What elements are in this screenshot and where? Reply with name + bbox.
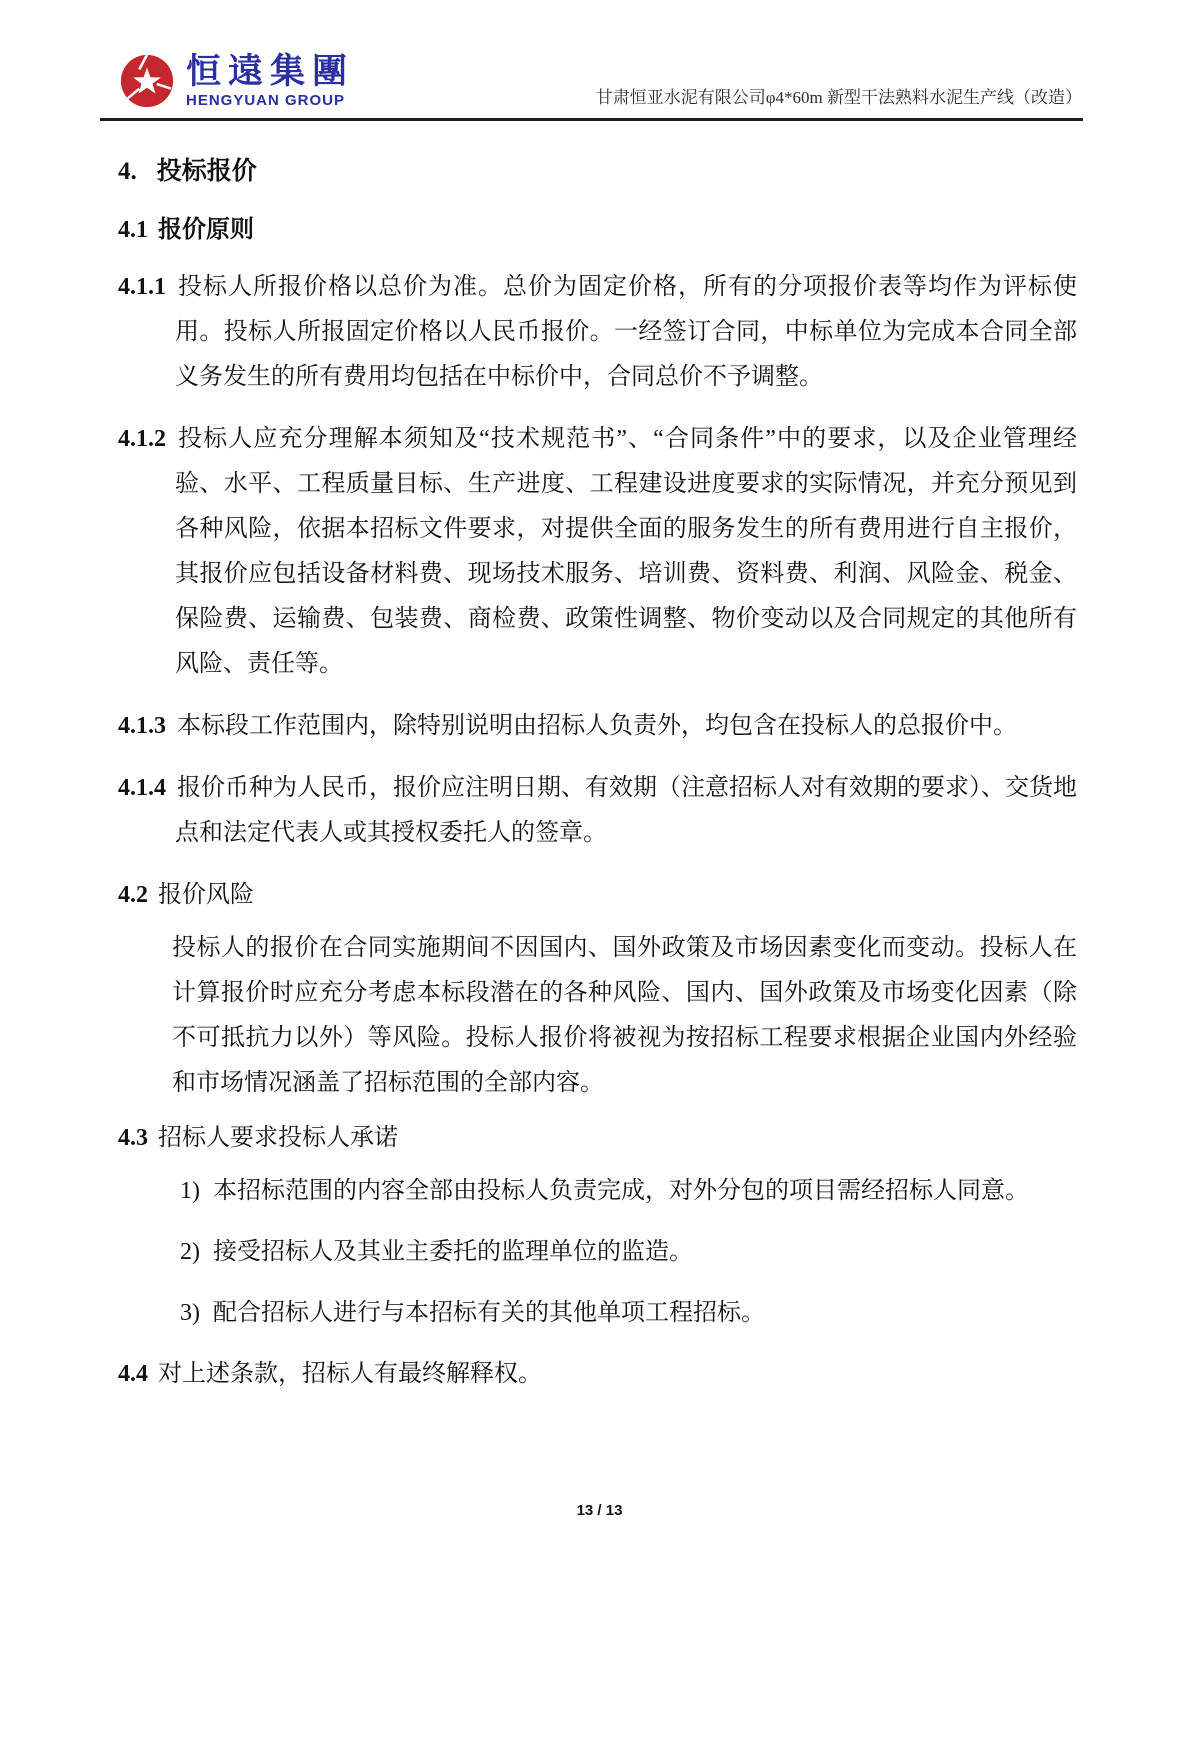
section-4-2-body: 投标人的报价在合同实施期间不因国内、国外政策及市场因素变化而变动。投标人在计算报价时应充分考虑本标段潜在的各种风险、国内、国外政策及市场变化因素（除不可抵抗力以外）等风险。投标人报价将被视为按招标工程要求根据企业国内外经验和市场情况涵盖了招标范围的全部内容。	[172, 935, 1077, 1096]
page-number: 13 / 13	[576, 1502, 623, 1519]
section-heading-4-1	[118, 208, 1077, 253]
project-title: 甘肃恒亚水泥有限公司φ4*60m 新型干法熟料水泥生产线（改造）	[595, 88, 1082, 107]
clause-4-1-1	[118, 265, 1077, 400]
logo-text	[186, 54, 354, 108]
logo-chinese-name: 恒遠集團	[186, 52, 355, 91]
clause-4-1-4	[118, 766, 1077, 856]
section-number: 4.	[118, 158, 137, 185]
list-item-text: 配合招标人进行与本招标有关的其他单项工程招标。	[213, 1300, 765, 1326]
logo-english-name: HENGYUAN GROUP	[186, 92, 346, 109]
page-footer	[0, 1502, 1199, 1519]
section-heading-4-2	[118, 873, 1077, 918]
list-item-marker: 3)	[180, 1300, 200, 1326]
list-item-text: 本招标范围的内容全部由投标人负责完成，对外分包的项目需经招标人同意。	[213, 1178, 1029, 1204]
clause-text: 本标段工作范围内，除特别说明由招标人负责外，均包含在投标人的总报价中。	[177, 713, 1017, 739]
clause-number: 4.1.3	[118, 713, 166, 739]
company-logo	[118, 52, 354, 110]
section-number: 4.4	[118, 1361, 148, 1387]
list-item	[118, 1230, 1077, 1275]
list-item	[118, 1169, 1077, 1214]
list-item	[118, 1291, 1077, 1336]
clause-4-1-3	[118, 704, 1077, 749]
clause-text: 投标人所报价格以总价为准。总价为固定价格，所有的分项报价表等均作为评标使用。投标人所报固定价格以人民币报价。一经签订合同，中标单位为完成本合同全部义务发生的所有费用均包括在中标价中，合同总价不予调整。	[175, 274, 1077, 390]
section-heading-4-3	[118, 1116, 1077, 1161]
section-number: 4.3	[118, 1125, 148, 1151]
clause-text: 投标人应充分理解本须知及“技术规范书”、“合同条件”中的要求，以及企业管理经验、水平、工程质量目标、生产进度、工程建设进度要求的实际情况，并充分预见到各种风险，依据本招标文件要求，对提供全面的服务发生的所有费用进行自主报价，其报价应包括设备材料费、现场技术服务、培训费、资料费、利润、风险金、税金、保险费、运输费、包装费、商检费、政策性调整、物价变动以及合同规定的其他所有风险、责任等。	[175, 426, 1077, 677]
section-number: 4.1	[118, 217, 148, 243]
clause-text: 报价币种为人民币，报价应注明日期、有效期（注意招标人对有效期的要求）、交货地点和法定代表人或其授权委托人的签章。	[175, 775, 1077, 846]
clause-number: 4.1.1	[118, 274, 166, 300]
list-item-marker: 2)	[180, 1239, 200, 1265]
list-item-marker: 1)	[180, 1178, 200, 1204]
section-title: 报价风险	[158, 882, 254, 908]
hengyuan-emblem-icon	[118, 52, 176, 110]
section-text: 对上述条款，招标人有最终解释权。	[158, 1361, 542, 1387]
clause-4-1-2	[118, 417, 1077, 687]
document-body	[0, 121, 1199, 1397]
section-number: 4.2	[118, 882, 148, 908]
section-heading-4	[118, 149, 1077, 194]
page-header	[0, 0, 1199, 118]
section-title: 报价原则	[158, 217, 254, 243]
section-title: 招标人要求投标人承诺	[158, 1125, 398, 1151]
clause-number: 4.1.4	[118, 775, 166, 801]
section-title: 投标报价	[156, 158, 257, 185]
section-heading-4-4	[118, 1352, 1077, 1397]
clause-number: 4.1.2	[118, 426, 166, 452]
list-item-text: 接受招标人及其业主委托的监理单位的监造。	[213, 1239, 693, 1265]
